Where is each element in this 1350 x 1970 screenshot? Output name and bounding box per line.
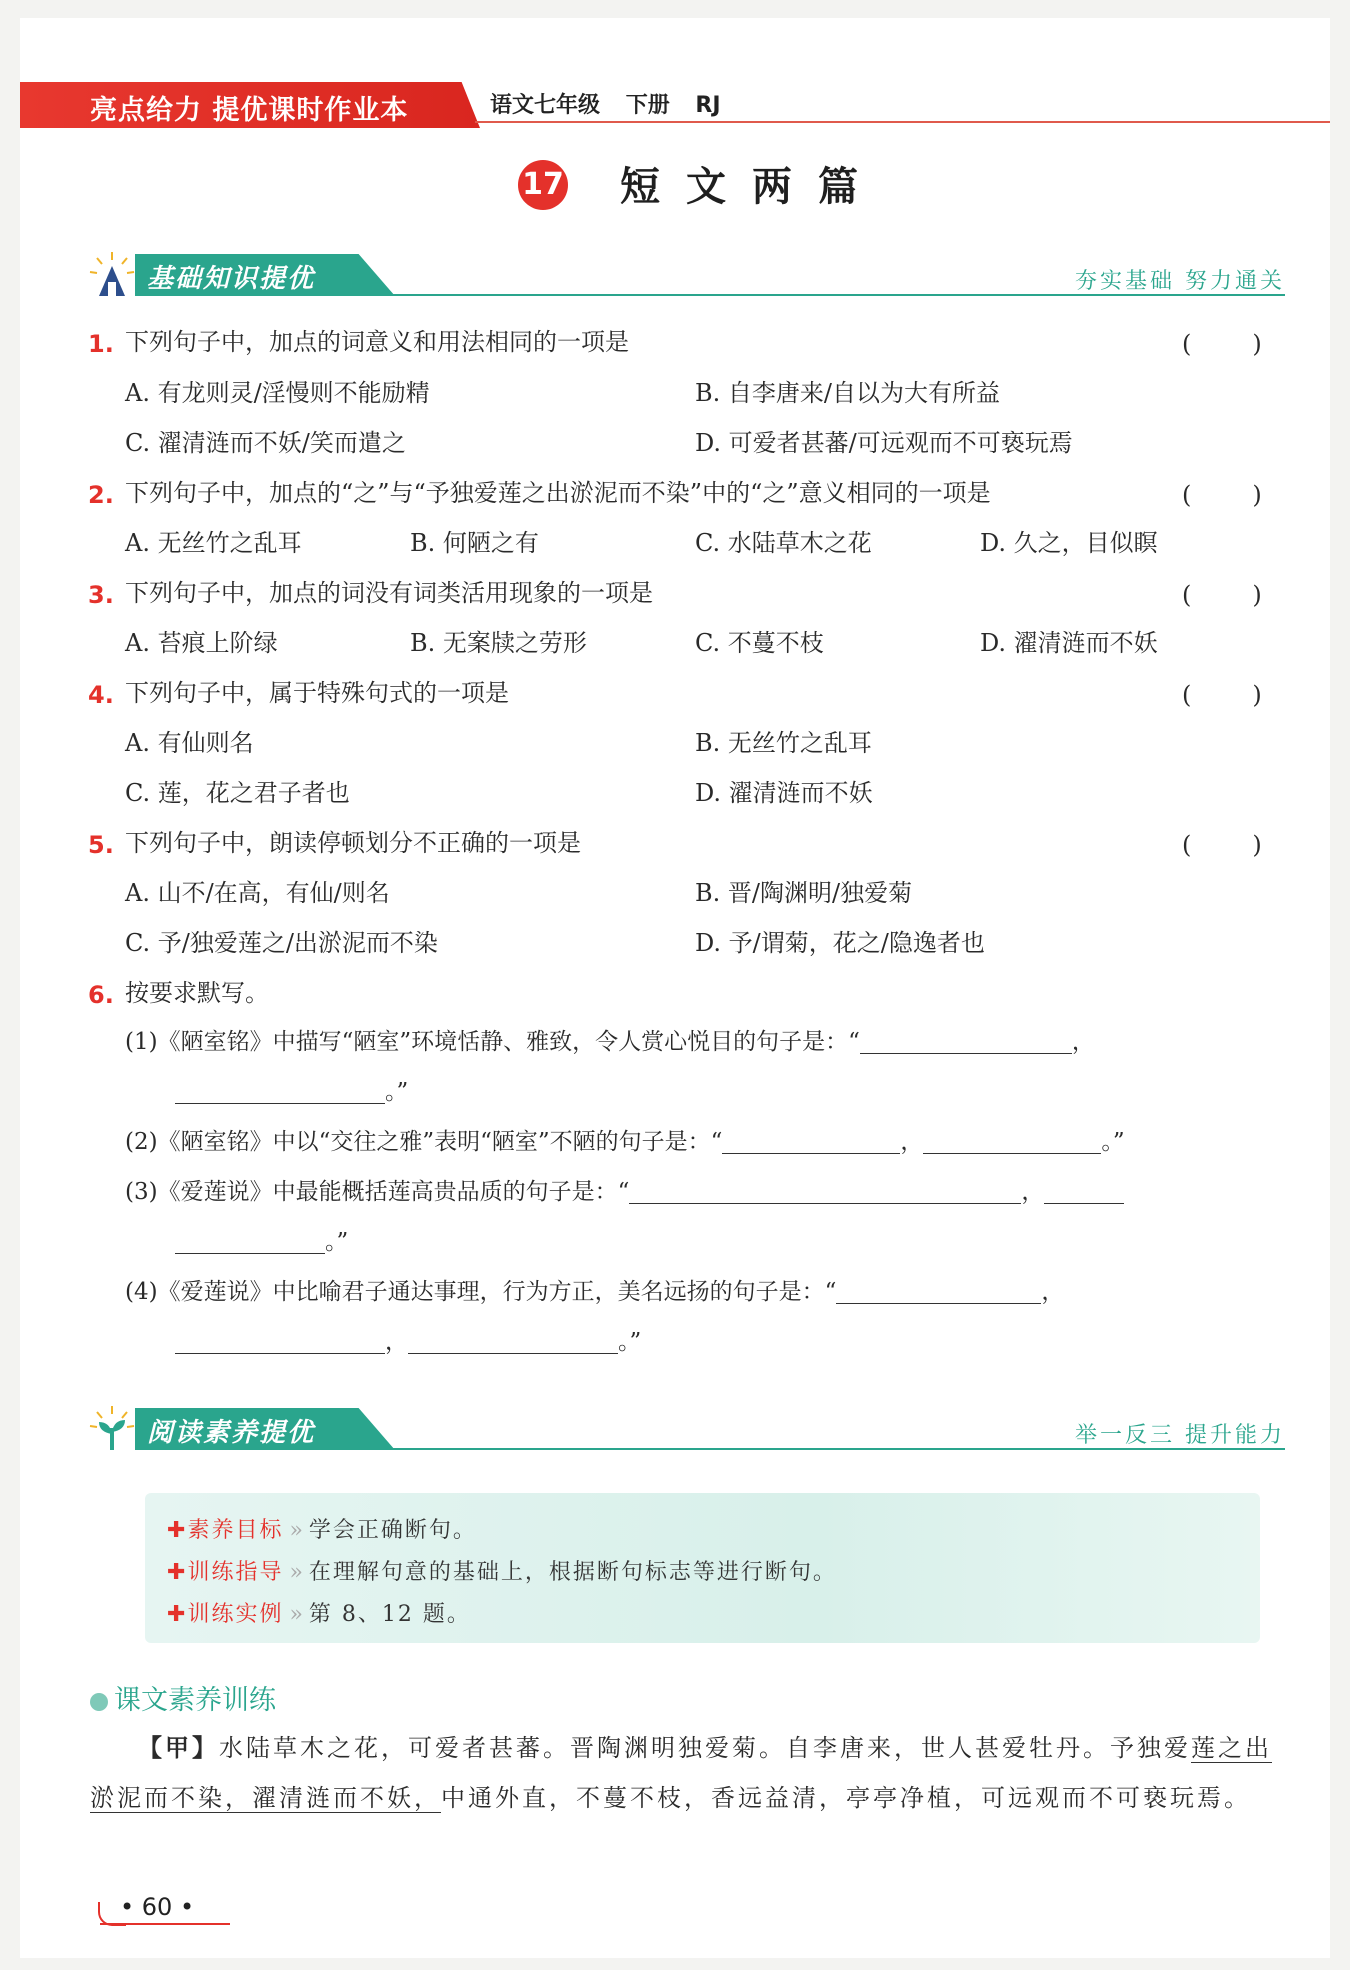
answer-blank[interactable] bbox=[175, 1081, 385, 1104]
question-stem: 下列句子中，朗读停顿划分不正确的一项是 bbox=[125, 829, 581, 857]
option-a: A. 无丝竹之乱耳 bbox=[125, 529, 302, 557]
header-rule bbox=[475, 121, 1330, 123]
header-edition: RJ bbox=[695, 93, 721, 118]
option-d: D. 濯清涟而不妖 bbox=[695, 779, 873, 807]
subheading-text: 课文素养训练 bbox=[114, 1685, 276, 1716]
option-b: B. 无丝竹之乱耳 bbox=[695, 729, 872, 757]
option-b: B. 无案牍之劳形 bbox=[410, 629, 587, 657]
fill-prompt: (3)《爱莲说》中最能概括莲高贵品质的句子是：“ bbox=[125, 1179, 630, 1205]
answer-blank[interactable] bbox=[923, 1131, 1101, 1154]
answer-bracket: ( ) bbox=[1182, 681, 1262, 709]
bullet-icon bbox=[90, 1693, 108, 1711]
question-stem: 下列句子中，加点的“之”与“予独爱莲之出淤泥而不染”中的“之”意义相同的一项是 bbox=[125, 479, 991, 507]
option-d: D. 可爱者甚蕃/可远观而不可亵玩焉 bbox=[695, 429, 1073, 457]
fill-prompt: (2)《陋室铭》中以“交往之雅”表明“陋室”不陋的句子是：“ bbox=[125, 1129, 723, 1155]
option-c: C. 濯清涟而不妖/笑而遣之 bbox=[125, 429, 406, 457]
punctuation: ， bbox=[1041, 1279, 1065, 1305]
passage-text: 中通外直，不蔓不枝，香远益清，亭亭净植，可远观而不可亵玩焉。 bbox=[441, 1784, 1251, 1812]
fill-item-3-cont bbox=[175, 1231, 348, 1254]
fill-item-1-cont bbox=[175, 1081, 408, 1104]
lesson-title: 短文两篇 bbox=[620, 163, 884, 210]
passage-text: 水陆草木之花，可爱者甚蕃。晋陶渊明独爱菊。自李唐来，世人甚爱牡丹。予独爱 bbox=[219, 1734, 1191, 1762]
question-stem: 下列句子中，加点的词意义和用法相同的一项是 bbox=[125, 328, 629, 356]
question-number: 1. bbox=[88, 330, 114, 358]
guide-key: 素养目标 bbox=[187, 1518, 284, 1543]
punctuation: ， bbox=[900, 1129, 924, 1155]
fill-item-2 bbox=[125, 1131, 1125, 1154]
question-number: 6. bbox=[88, 981, 114, 1009]
answer-bracket: ( ) bbox=[1182, 581, 1262, 609]
guide-value: 在理解句意的基础上，根据断句标志等进行断句。 bbox=[308, 1560, 837, 1585]
option-a: A. 有仙则名 bbox=[125, 729, 254, 757]
fill-prompt: (4)《爱莲说》中比喻君子通达事理，行为方正，美名远扬的句子是：“ bbox=[125, 1279, 837, 1305]
answer-blank[interactable] bbox=[860, 1031, 1072, 1054]
header-volume: 下册 bbox=[625, 93, 670, 118]
option-d: D. 久之，目似瞑 bbox=[980, 529, 1158, 557]
header-brand: 亮点给力 提优课时作业本 bbox=[90, 95, 409, 126]
answer-blank[interactable] bbox=[175, 1331, 385, 1354]
punctuation: 。” bbox=[325, 1229, 349, 1255]
section-slogan: 夯实基础 努力通关 bbox=[1075, 269, 1285, 294]
subheading bbox=[90, 1678, 276, 1717]
option-b: B. 何陋之有 bbox=[410, 529, 539, 557]
section-slogan: 举一反三 提升能力 bbox=[1075, 1423, 1285, 1448]
guide-value: 第 8、12 题。 bbox=[308, 1602, 471, 1627]
guide-instruction bbox=[167, 1555, 837, 1586]
guide-value: 学会正确断句。 bbox=[308, 1518, 477, 1543]
page-number-rule bbox=[100, 1923, 230, 1925]
section-reading-banner bbox=[85, 1398, 1285, 1458]
question-number: 3. bbox=[88, 581, 114, 609]
passage-jia bbox=[90, 1723, 1285, 1823]
answer-blank[interactable] bbox=[722, 1131, 900, 1154]
option-c: C. 予/独爱莲之/出淤泥而不染 bbox=[125, 929, 438, 957]
question-number: 5. bbox=[88, 831, 114, 859]
answer-blank[interactable] bbox=[175, 1231, 325, 1254]
punctuation: ， bbox=[1021, 1179, 1045, 1205]
question-number: 4. bbox=[88, 681, 114, 709]
section-label: 基础知识提优 bbox=[147, 264, 316, 294]
guide-goal bbox=[167, 1513, 477, 1544]
option-d: D. 予/谓菊，花之/隐逸者也 bbox=[695, 929, 985, 957]
option-c: C. 莲，花之君子者也 bbox=[125, 779, 350, 807]
punctuation: 。” bbox=[385, 1079, 409, 1105]
literacy-guide-box bbox=[145, 1493, 1260, 1643]
section-basic-banner bbox=[85, 244, 1285, 304]
guide-example bbox=[167, 1597, 471, 1628]
plus-icon: ✚ bbox=[167, 1560, 188, 1585]
arrow-icon: » bbox=[289, 1602, 303, 1627]
fill-item-3 bbox=[125, 1181, 1124, 1204]
option-b: B. 自李唐来/自以为大有所益 bbox=[695, 379, 1000, 407]
option-a: A. 山不/在高，有仙/则名 bbox=[125, 879, 390, 907]
passage-tag: 【甲】 bbox=[138, 1733, 219, 1762]
punctuation: ， bbox=[1071, 1029, 1095, 1055]
punctuation: 。” bbox=[1101, 1129, 1125, 1155]
question-stem: 下列句子中，加点的词没有词类活用现象的一项是 bbox=[125, 579, 653, 607]
punctuation: ， bbox=[385, 1329, 408, 1355]
answer-blank[interactable] bbox=[408, 1331, 618, 1354]
guide-key: 训练实例 bbox=[187, 1602, 284, 1627]
fill-prompt: (1)《陋室铭》中描写“陋室”环境恬静、雅致，令人赏心悦目的句子是：“ bbox=[125, 1029, 860, 1055]
option-d: D. 濯清涟而不妖 bbox=[980, 629, 1158, 657]
answer-bracket: ( ) bbox=[1182, 481, 1262, 509]
question-stem: 下列句子中，属于特殊句式的一项是 bbox=[125, 679, 509, 707]
section-label: 阅读素养提优 bbox=[147, 1418, 316, 1448]
arrow-icon: » bbox=[289, 1560, 303, 1585]
guide-key: 训练指导 bbox=[187, 1560, 284, 1585]
fill-item-4 bbox=[125, 1281, 1064, 1304]
fill-item-1 bbox=[125, 1031, 1095, 1054]
arrow-icon: » bbox=[289, 1518, 303, 1543]
option-c: C. 水陆草木之花 bbox=[695, 529, 872, 557]
page-number: • 60 • bbox=[120, 1893, 195, 1921]
question-number: 2. bbox=[88, 481, 114, 509]
lighthouse-icon bbox=[85, 248, 139, 302]
option-c: C. 不蔓不枝 bbox=[695, 629, 824, 657]
option-a: A. 苔痕上阶绿 bbox=[125, 629, 278, 657]
answer-blank[interactable] bbox=[1044, 1181, 1124, 1204]
sprout-icon bbox=[85, 1402, 139, 1456]
answer-bracket: ( ) bbox=[1182, 330, 1262, 358]
passage-underlined-text: 莲之出淤泥而不染，濯清涟而不妖， bbox=[90, 1734, 1272, 1812]
answer-blank[interactable] bbox=[836, 1281, 1041, 1304]
fill-item-4-cont bbox=[175, 1331, 641, 1354]
answer-blank[interactable] bbox=[629, 1181, 1021, 1204]
option-b: B. 晋/陶渊明/独爱菊 bbox=[695, 879, 913, 907]
question-stem: 按要求默写。 bbox=[125, 979, 269, 1007]
header-book-info bbox=[490, 88, 721, 119]
answer-bracket: ( ) bbox=[1182, 831, 1262, 859]
workbook-page bbox=[20, 18, 1330, 1958]
header-subject: 语文七年级 bbox=[490, 93, 601, 118]
option-a: A. 有龙则灵/淫慢则不能励精 bbox=[125, 379, 430, 407]
plus-icon: ✚ bbox=[167, 1518, 188, 1543]
plus-icon: ✚ bbox=[167, 1602, 188, 1627]
lesson-number-badge: 17 bbox=[518, 160, 568, 210]
punctuation: 。” bbox=[618, 1329, 642, 1355]
